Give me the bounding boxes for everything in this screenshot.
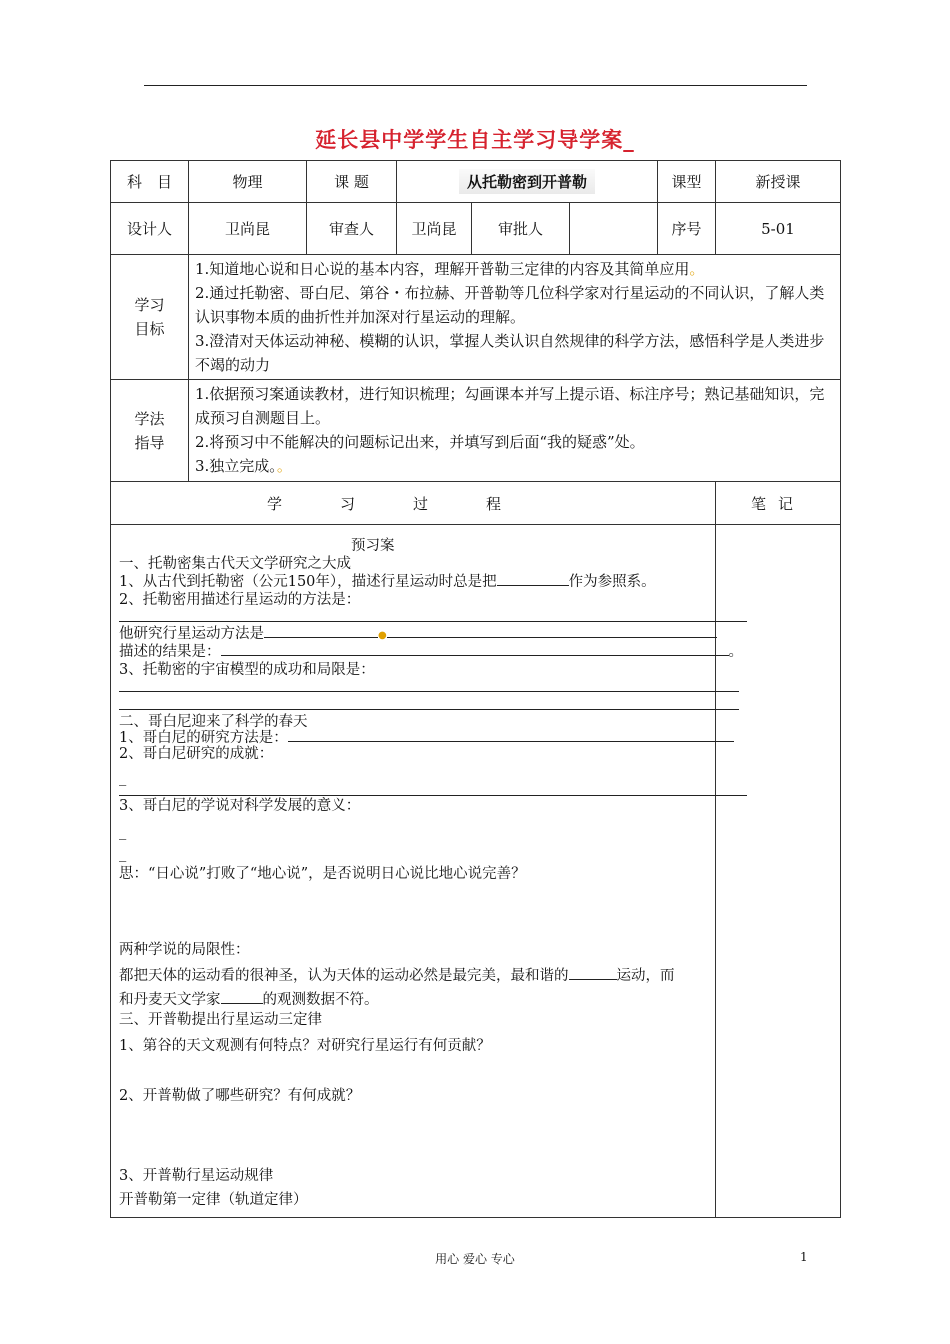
header-rule [144,85,807,86]
answer-line [119,709,739,710]
answer-line [119,621,747,622]
answer-line [119,691,739,692]
goals-label: 学习目标 [111,255,189,380]
s3-q2: 2、开普勒做了哪些研究？有何成就？ [119,1088,361,1104]
section-3-title: 三、开普勒提出行星运动三定律 [119,1012,322,1028]
approver-value [570,203,658,255]
designer-label: 设计人 [111,203,189,255]
limits-title: 两种学说的局限性： [119,942,250,958]
study-plan-table [110,160,841,1218]
topic-value-cell [397,161,658,203]
s2-q2: 2、哥白尼研究的成就： [119,746,274,762]
s1-q2a: 他研究行星运动方法是 ● [119,625,717,645]
goal-item: 1.知道地心说和日心说的基本内容，理解开普勒三定律的内容及其简单应用。 [195,260,705,278]
reviewer-value: 卫尚昆 [397,203,472,255]
method-item: 3.独立完成。。 [195,457,292,475]
subject-value: 物理 [189,161,307,203]
s2-q1: 1、哥白尼的研究方法是： [119,729,734,747]
footer-slogan: 用心 爱心 专心 [435,1252,515,1266]
seq-value: 5-01 [716,203,841,255]
topic-label: 课 题 [307,161,397,203]
dash-mark: _ [119,846,127,862]
method-item: 1.依据预习案通读教材，进行知识梳理；勾画课本并写上提示语、标注序号；熟记基础知识，完成预习自测题目上。 [195,385,825,427]
method-item: 2.将预习中不能解决的问题标记出来，并填写到后面“我的疑惑”处。 [195,433,645,451]
s3-q3: 3、开普勒行星运动规律 [119,1168,274,1184]
section-2-title: 二、哥白尼迎来了科学的春天 [119,714,308,730]
goals-content [189,255,841,380]
section-1-title: 一、托勒密集古代天文学研究之大成 [119,556,351,572]
notes-column [716,525,841,1218]
limits-line-1: 都把天体的运动看的很神圣，认为天体的运动必然是最完美，最和谐的 运动，而 [119,968,675,984]
goal-item: 3.澄清对天体运动神秘、模糊的认识，掌握人类认识自然规律的科学方法，感悟科学是人类进步不竭的动力 [195,332,825,374]
kepler-first-law: 开普勒第一定律（轨道定律） [119,1192,308,1208]
process-body [111,525,743,1218]
seq-label: 序号 [658,203,716,255]
designer-value: 卫尚昆 [189,203,307,255]
s1-q2b: 描述的结果是： 。 [119,644,743,660]
dash-mark: _ [119,824,127,840]
goal-item: 2.通过托勒密、哥白尼、第谷・布拉赫、开普勒等几位科学家对行星运动的不同认识，了解人类认识事物本质的曲折性并加深对行星运动的理解。 [195,284,825,326]
think-question: 思：“日心说”打败了“地心说”，是否说明日心说比地心说完善？ [119,866,526,882]
approver-label: 审批人 [472,203,570,255]
process-header: 学习过程 [111,482,716,525]
type-label: 课型 [658,161,716,203]
reviewer-label: 审查人 [307,203,397,255]
answer-line [119,795,747,796]
s1-q1: 1、从古代到托勒密（公元150年），描述行星运动时总是把 作为参照系。 [119,574,656,590]
s1-q2: 2、托勒密用描述行星运动的方法是： [119,592,361,608]
subject-label: 科 目 [111,161,189,203]
s1-q3: 3、托勒密的宇宙模型的成功和局限是： [119,662,375,678]
method-content [189,380,841,482]
preview-title: 预习案 [351,538,395,554]
page-number: 1 [800,1250,808,1264]
lesson-title: 从托勒密到开普勒 [459,169,595,194]
page-title: 延长县中学学生自主学习导学案_ [315,128,635,152]
s3-q1: 1、第谷的天文观测有何特点？对研究行星运行有何贡献？ [119,1038,491,1054]
limits-line-2: 和丹麦天文学家 的观测数据不符。 [119,992,379,1008]
method-label: 学法指导 [111,380,189,482]
s2-q3: 3、哥白尼的学说对科学发展的意义： [119,798,361,814]
dash-mark: _ [119,770,127,786]
notes-header: 笔记 [716,482,841,525]
type-value: 新授课 [716,161,841,203]
